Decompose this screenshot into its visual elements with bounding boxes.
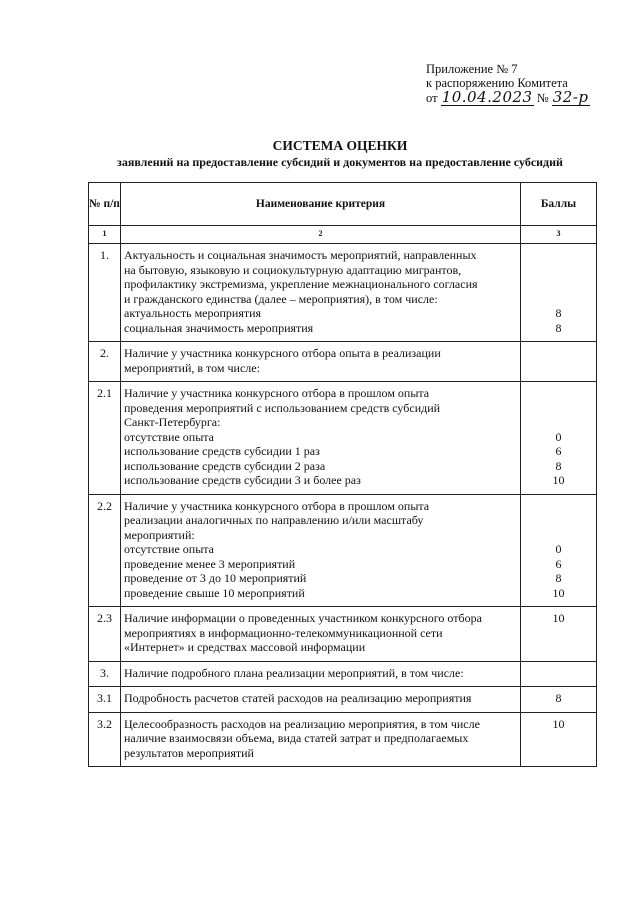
points-value: 8 [555,306,562,320]
row-number: 1. [89,244,121,342]
table-row [89,494,597,607]
points-cell [521,687,597,713]
header-criterion: Наименование критерия [121,183,521,226]
criterion-line: проведение свыше 10 мероприятий [124,585,305,600]
points-value [521,248,596,263]
criterion-line: Наличие у участника конкурсного отбора в прошлом опыта [124,498,430,513]
criterion-text [121,712,521,767]
criterion-text [121,342,521,382]
row-number: 2.1 [89,382,121,495]
points-value: 10 [552,611,565,625]
points-value: 0 [555,429,562,444]
table-row [89,712,597,767]
points-value [521,513,596,528]
points-value [521,731,596,746]
points-value: 10 [552,716,565,731]
criterion-line: на бытовую, языковую и социокультурную адаптацию мигрантов, [124,262,462,277]
points-value [521,626,596,641]
points-value: 8 [555,320,562,335]
criterion-text [121,494,521,607]
criterion-line: Актуальность и социальная значимость мероприятий, направленных [124,248,477,262]
points-value [521,528,596,543]
points-value [521,292,596,307]
table-row [89,382,597,495]
criterion-line: актуальность мероприятия [124,306,262,320]
row-number: 3.2 [89,712,121,767]
points-cell [521,712,597,767]
row-number: 3.1 [89,687,121,713]
document-title: СИСТЕМА ОЦЕНКИ [272,138,408,153]
points-value: 10 [552,473,565,487]
criterion-line: мероприятий, в том числе: [124,360,260,375]
points-value [521,277,596,292]
criterion-line: Целесообразность расходов на реализацию мероприятия, в том числе [124,716,480,731]
column-number-3: 3 [521,226,597,244]
criterion-text [121,244,521,342]
criterion-line: Наличие у участника конкурсного отбора опыта в реализации [124,346,441,360]
points-value [521,746,596,761]
points-cell [521,494,597,607]
criterion-line: и гражданского единства (далее – мероприятия), в том числе: [124,291,438,306]
table-row [89,244,597,342]
appendix-line-1: Приложение № 7 [426,62,518,76]
column-number-1: 1 [89,226,121,244]
points-value [521,499,596,514]
table-header-row [89,183,597,226]
criteria-table [88,182,597,767]
row-number: 3. [89,661,121,687]
points-value: 6 [555,556,562,571]
appendix-date-line [426,90,590,106]
criterion-line: социальная значимость мероприятия [124,320,314,335]
criteria-body [89,244,597,767]
points-value [521,666,596,681]
points-value: 0 [555,542,562,556]
points-value [521,415,596,430]
points-value [521,263,596,278]
points-value [521,386,596,401]
criterion-line: проведения мероприятий с использованием средств субсидий [124,400,441,415]
appendix-block [426,62,590,106]
criterion-line: проведение менее 3 мероприятий [124,556,296,571]
appendix-number-label: № [536,91,549,105]
criterion-line: использование средств субсидии 2 раза [124,458,326,473]
criterion-line: Наличие у участника конкурсного отбора в прошлом опыта [124,386,430,400]
points-value [521,346,596,361]
criterion-line: Подробность расчетов статей расходов на реализацию мероприятия [124,691,472,705]
criterion-line: отсутствие опыта [124,429,214,444]
points-value: 8 [555,691,562,705]
criterion-line: использование средств субсидии 3 и более раз [124,473,361,487]
points-value [521,401,596,416]
document-subtitle: заявлений на предоставление субсидий и документов на предоставление субсидий [117,155,563,169]
header-points: Баллы [521,183,597,226]
criterion-line: мероприятиях в информационно-телекоммуникационной сети [124,625,443,640]
points-value [521,361,596,376]
header-number: № п/п [89,183,121,226]
table-row [89,342,597,382]
criterion-line: мероприятий: [124,527,195,542]
criterion-line: «Интернет» и средствах массовой информации [124,640,366,654]
appendix-date: 10.04.2023 [441,88,533,106]
row-number: 2. [89,342,121,382]
criterion-line: проведение от 3 до 10 мероприятий [124,571,307,585]
criterion-line: Наличие подробного плана реализации мероприятий, в том числе: [124,665,464,680]
criterion-text [121,382,521,495]
criterion-line: Наличие информации о проведенных участником конкурсного отбора [124,611,482,625]
appendix-number: 32-р [552,88,589,106]
points-value [521,640,596,655]
points-value: 6 [555,444,562,458]
appendix-from-label: от [426,91,438,105]
points-cell [521,661,597,687]
table-row [89,607,597,662]
criterion-line: реализации аналогичных по направлению и/или масштабу [124,513,424,527]
points-cell [521,244,597,342]
criterion-line: использование средств субсидии 1 раз [124,444,320,458]
criterion-text [121,687,521,713]
table-row [89,687,597,713]
points-cell [521,607,597,662]
criterion-line: отсутствие опыта [124,542,214,556]
criterion-line: Санкт-Петербурга: [124,415,221,429]
points-value: 8 [555,571,562,585]
criterion-line: профилактику экстремизма, укрепление межнационального согласия [124,277,478,291]
column-number-2: 2 [121,226,521,244]
column-numbers-row [89,226,597,244]
points-value: 8 [555,458,562,473]
row-number: 2.2 [89,494,121,607]
row-number: 2.3 [89,607,121,662]
criterion-text [121,661,521,687]
points-cell [521,342,597,382]
appendix-line-2: к распоряжению Комитета [426,76,568,90]
criterion-line: результатов мероприятий [124,745,254,760]
points-cell [521,382,597,495]
points-value: 10 [552,585,565,600]
criterion-text [121,607,521,662]
criterion-line: наличие взаимосвязи объема, вида статей затрат и предполагаемых [124,731,469,745]
table-row [89,661,597,687]
